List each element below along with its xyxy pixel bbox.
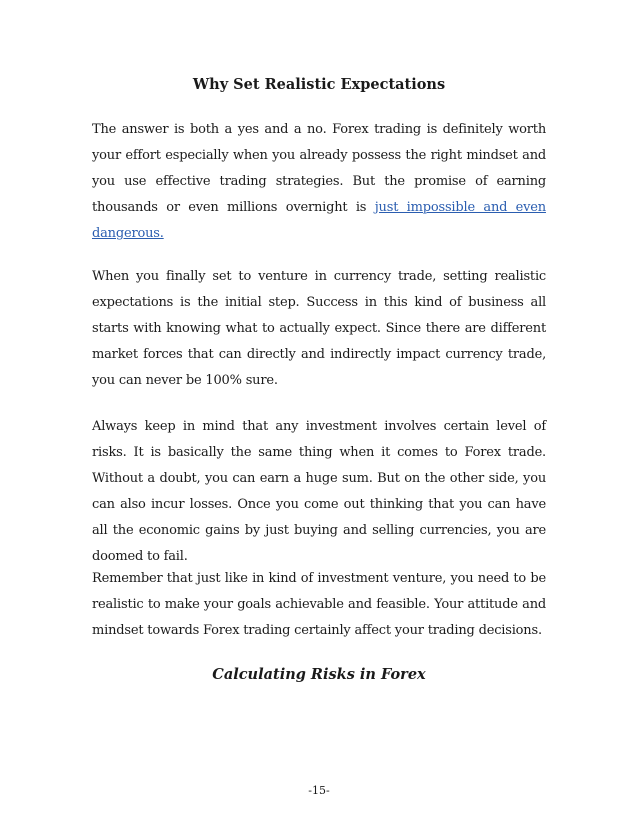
paragraph-intro-text: The answer is both a yes and a no. Forex trading is definitely worth your effort especially when you already possess the right mindset and you use effective trading strategies. But the promise of earning thousands or even millions overnight is [92,122,546,215]
paragraph-expectations: When you finally set to venture in currency trade, setting realistic expectations is the initial step. Success in this kind of business all starts with knowing what to actually expect. Since there are different market forces that can directly and indirectly impact currency trade, you can never be 100% sure. [92,269,546,388]
inline-link[interactable]: just impossible and even dangerous. [92,200,546,241]
paragraph-realistic: Remember that just like in kind of investment venture, you need to be realistic to make your goals achievable and feasible. Your attitude and mindset towards Forex trading certainly affect your trading decisions. [92,571,546,638]
subsection-heading: Calculating Risks in Forex [212,666,426,683]
page-number: -15- [308,784,330,797]
paragraph-risks: Always keep in mind that any investment involves certain level of risks. It is basically the same thing when it comes to Forex trade. Without a doubt, you can earn a huge sum. But on the other side, you can also incur losses. Once you come out thinking that you can have all the economic gains by just buying and selling currencies, you are doomed to fail. [92,419,546,564]
section-heading: Why Set Realistic Expectations [192,76,446,93]
paragraph-intro [92,117,546,247]
